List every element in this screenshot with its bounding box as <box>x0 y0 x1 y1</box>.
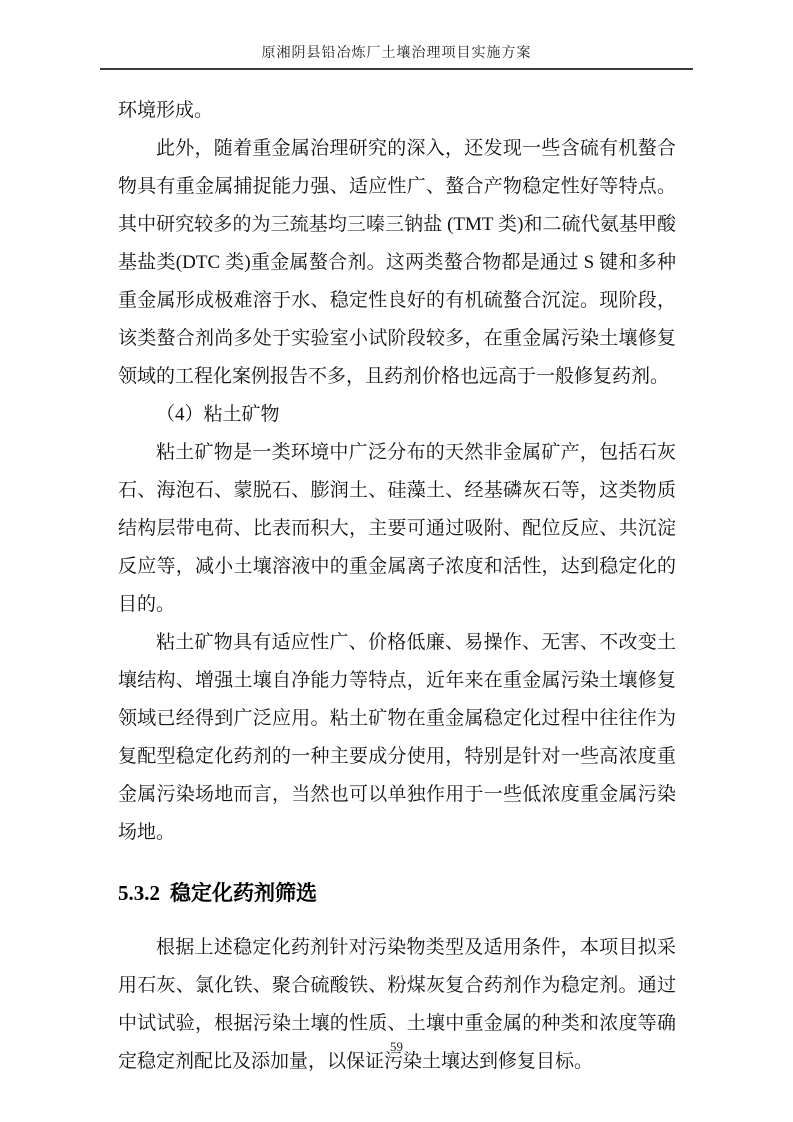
subsection-label-clay-minerals: （4）粘土矿物 <box>156 404 280 425</box>
header-title: 原湘阴县铅冶炼厂土壤治理项目实施方案 <box>261 46 532 61</box>
paragraph-continuation: 环境形成。 <box>118 100 214 121</box>
section-title: 稳定化药剂筛选 <box>170 882 317 905</box>
section-number: 5.3.2 <box>118 881 160 905</box>
page-footer <box>0 1038 793 1056</box>
paragraph-clay-description: 粘土矿物是一类环境中广泛分布的天然非金属矿产，包括石灰石、海泡石、蒙脱石、膨润土、硅藻土、经基磷灰石等，这类物质结构层带电荷、比表而积大，主要可通过吸附、配位反应、共沉淀反应等，减小土壤溶液中的重金属离子浓度和活性，达到稳定化的目的。 <box>118 442 676 615</box>
paragraph-clay-advantages: 粘土矿物具有适应性广、价格低廉、易操作、无害、不改变土壤结构、增强土壤自净能力等特点，近年来在重金属污染土壤修复领域已经得到广泛应用。粘土矿物在重金属稳定化过程中往往作为复配型稳定化药剂的一种主要成分使用，特别是针对一些高浓度重金属污染场地而言，当然也可以单独作用于一些低浓度重金属污染场地。 <box>118 632 676 843</box>
paragraph-agent-screening: 根据上述稳定化药剂针对污染物类型及适用条件，本项目拟采用石灰、氯化铁、聚合硫酸铁、粉煤灰复合药剂作为稳定剂。通过中试试验，根据污染土壤的性质、土壤中重金属的种类和浓度等确定稳定剂配比及添加量，以保证污染土壤达到修复目标。 <box>118 937 676 1072</box>
document-body <box>118 92 676 1081</box>
paragraph-chelators: 此外，随着重金属治理研究的深入，还发现一些含硫有机螯合物具有重金属捕捉能力强、适应性广、螯合产物稳定性好等特点。其中研究较多的为三巯基均三嗪三钠盐 (TMT 类)和二硫代氨基甲酸基盐类(DTC 类)重金属螯合剂。这两类螯合物都是通过 S 键和多种重金属形成极难溶于水、稳定性良好的有机硫螯合沉淀。现阶段，该类螯合剂尚多处于实验室小试阶段较多，在重金属污染土壤修复领域的工程化案例报告不多，且药剂价格也远高于一般修复药剂。 <box>118 138 676 387</box>
page-header <box>100 45 693 70</box>
page-number: 59 <box>390 1039 403 1054</box>
section-heading <box>118 878 676 909</box>
